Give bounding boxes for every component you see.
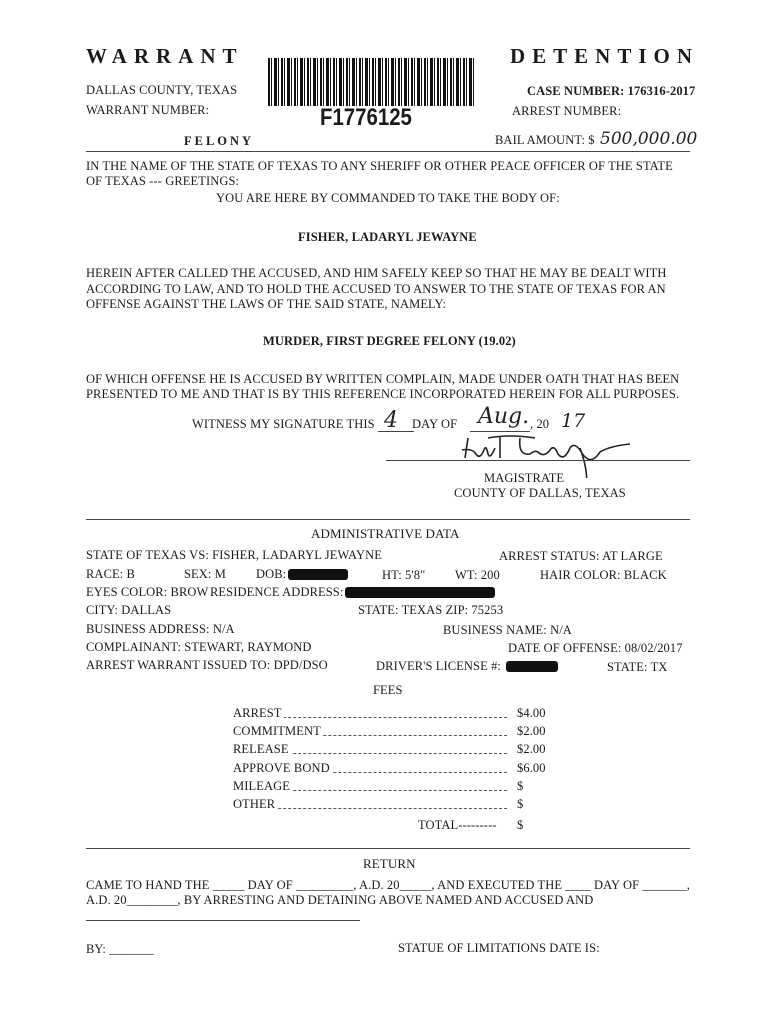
return-blank-line [86,920,360,921]
paragraph-2-line-1: OF WHICH OFFENSE HE IS ACCUSED BY WRITTEN COMPLAIN, MADE UNDER OATH THAT HAS BEEN [86,372,680,386]
return-divider [86,848,690,849]
county-label: DALLAS COUNTY, TEXAS [86,83,238,97]
admin-title: ADMINISTRATIVE DATA [311,526,460,541]
bail-amount-value: 500,000.00 [600,129,698,149]
bail-amount-label: BAIL AMOUNT: $ [495,133,595,147]
barcode-number: F1776125 [320,104,412,131]
admin-divider [86,519,690,520]
issued-to: ARREST WARRANT ISSUED TO: DPD/DSO [86,658,328,672]
fee-amount: $4.00 [517,706,546,720]
hair-color: HAIR COLOR: BLACK [540,568,667,582]
detention-title: DETENTION [510,44,700,68]
dob-label: DOB: [256,567,287,581]
fees-total-amount: $ [517,818,524,832]
fee-label: APPROVE BOND [233,761,330,775]
accused-name: FISHER, LADARYL JEWAYNE [298,230,477,244]
witness-prefix: WITNESS MY SIGNATURE THIS [192,417,375,431]
fee-label: RELEASE [233,742,289,756]
magistrate-county: COUNTY OF DALLAS, TEXAS [454,486,626,500]
sex: SEX: M [184,567,226,581]
dob-redaction [288,569,348,580]
race: RACE: B [86,567,135,581]
paragraph-1-line-2: ACCORDING TO LAW, AND TO HOLD THE ACCUSED TO ANSWER TO THE STATE OF TEXAS FOR AN [86,282,666,296]
date-of-offense: DATE OF OFFENSE: 08/02/2017 [508,641,683,655]
case-number: CASE NUMBER: 176316-2017 [527,84,696,98]
felony-label: FELONY [184,134,255,148]
signature-day: 4 [384,408,398,433]
return-title: RETURN [363,856,416,871]
greeting-line-2: OF TEXAS --- GREETINGS: [86,174,240,188]
command-line: YOU ARE HERE BY COMMANDED TO TAKE THE BODY OF: [216,191,560,205]
fee-amount: $ [517,779,524,793]
fee-amount: $6.00 [517,761,546,775]
residence-redaction [345,587,495,598]
year-prefix: , 20 [530,417,550,431]
by-label: BY: _______ [86,942,154,956]
greeting-line-1: IN THE NAME OF THE STATE OF TEXAS TO ANY SHERIFF OR OTHER PEACE OFFICER OF THE STATE [86,159,673,173]
state-zip: STATE: TEXAS ZIP: 75253 [358,603,504,617]
signature-year: 17 [561,410,586,432]
barcode-image [268,58,476,106]
fee-amount: $ [517,797,524,811]
city: CITY: DALLAS [86,603,172,617]
complainant: COMPLAINANT: STEWART, RAYMOND [86,640,312,654]
paragraph-1-line-3: OFFENSE AGAINST THE LAWS OF THE SAID STATE, NAMELY: [86,297,447,311]
fees-total-label: TOTAL--------- [418,818,497,832]
arrest-number-label: ARREST NUMBER: [512,104,622,118]
fee-label: MILEAGE [233,779,290,793]
fee-amount: $2.00 [517,724,546,738]
return-line-2: A.D. 20________, BY ARRESTING AND DETAINING ABOVE NAMED AND ACCUSED AND [86,893,594,907]
business-name: BUSINESS NAME: N/A [443,623,572,637]
fee-label: OTHER [233,797,276,811]
header-divider [86,151,690,152]
weight: WT: 200 [455,568,500,582]
signature-line [386,460,690,461]
return-line-1: CAME TO HAND THE _____ DAY OF _________, A.D. 20_____, AND EXECUTED THE ____ DAY OF _______, [86,878,691,892]
warrant-number-label: WARRANT NUMBER: [86,103,210,117]
business-address: BUSINESS ADDRESS: N/A [86,622,235,636]
fee-label: ARREST [233,706,282,720]
fee-amount: $2.00 [517,742,546,756]
magistrate-label: MAGISTRATE [484,471,565,485]
fee-label: COMMITMENT [233,724,321,738]
residence-label: RESIDENCE ADDRESS: [210,585,344,599]
signature-month: Aug. [478,404,530,429]
offense-text: MURDER, FIRST DEGREE FELONY (19.02) [263,334,516,348]
paragraph-1-line-1: HEREIN AFTER CALLED THE ACCUSED, AND HIM SAFELY KEEP SO THAT HE MAY BE DEALT WITH [86,266,667,280]
eye-color: EYES COLOR: BROW [86,585,209,599]
drivers-license-redaction [506,661,558,672]
paragraph-2-line-2: PRESENTED TO ME AND THAT IS BY THIS REFERENCE INCORPORATED HEREIN FOR ALL PURPOSES. [86,387,680,401]
height: HT: 5'8" [382,568,426,582]
state-vs: STATE OF TEXAS VS: FISHER, LADARYL JEWAYNE [86,548,382,562]
statute-label: STATUE OF LIMITATIONS DATE IS: [398,941,600,955]
dl-state: STATE: TX [607,660,668,674]
warrant-title: WARRANT [86,44,244,68]
day-of-label: DAY OF [412,417,458,431]
drivers-license-label: DRIVER'S LICENSE #: [376,659,501,673]
fees-title: FEES [373,683,403,697]
arrest-status: ARREST STATUS: AT LARGE [499,549,663,563]
